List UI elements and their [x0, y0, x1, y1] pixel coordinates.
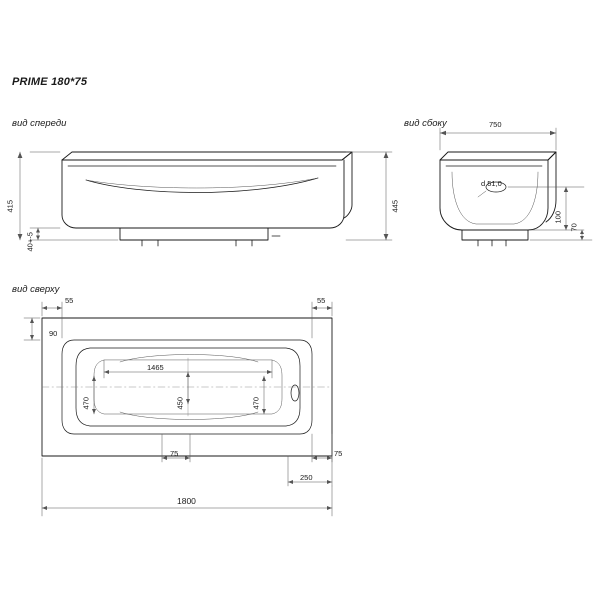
- dim-top-tail-right: 75: [334, 449, 343, 458]
- view-label-front: вид спереди: [12, 118, 67, 129]
- page-title: PRIME 180*75: [12, 76, 88, 88]
- dim-front-depth: 445: [390, 199, 400, 213]
- dim-top-inner-length: 1465: [147, 363, 164, 372]
- dim-side-drain-height: 100: [553, 210, 563, 224]
- dim-side-foot-offset: 70: [569, 223, 579, 232]
- dim-top-inner-width-right: 470: [251, 396, 261, 410]
- dim-top-total-length: 1800: [177, 496, 196, 506]
- view-label-top: вид сверху: [12, 284, 60, 295]
- dim-top-rim-right: 55: [317, 296, 326, 305]
- dim-top-tail-left: 75: [170, 449, 179, 458]
- dim-front-leg-adjust: 40+-5: [25, 232, 35, 252]
- view-label-side: вид сбоку: [404, 118, 447, 129]
- dim-top-inner-width-center: 450: [175, 396, 185, 410]
- dim-side-drain-diameter: d 51,0: [481, 179, 502, 188]
- dim-side-width: 750: [489, 120, 502, 129]
- dim-front-height-total: 415: [5, 199, 15, 213]
- dim-top-inner-width-left: 470: [81, 396, 91, 410]
- dim-top-rim-left: 55: [65, 296, 74, 305]
- dim-top-drain-offset: 250: [300, 473, 313, 482]
- dim-top-rim-front: 90: [49, 329, 58, 338]
